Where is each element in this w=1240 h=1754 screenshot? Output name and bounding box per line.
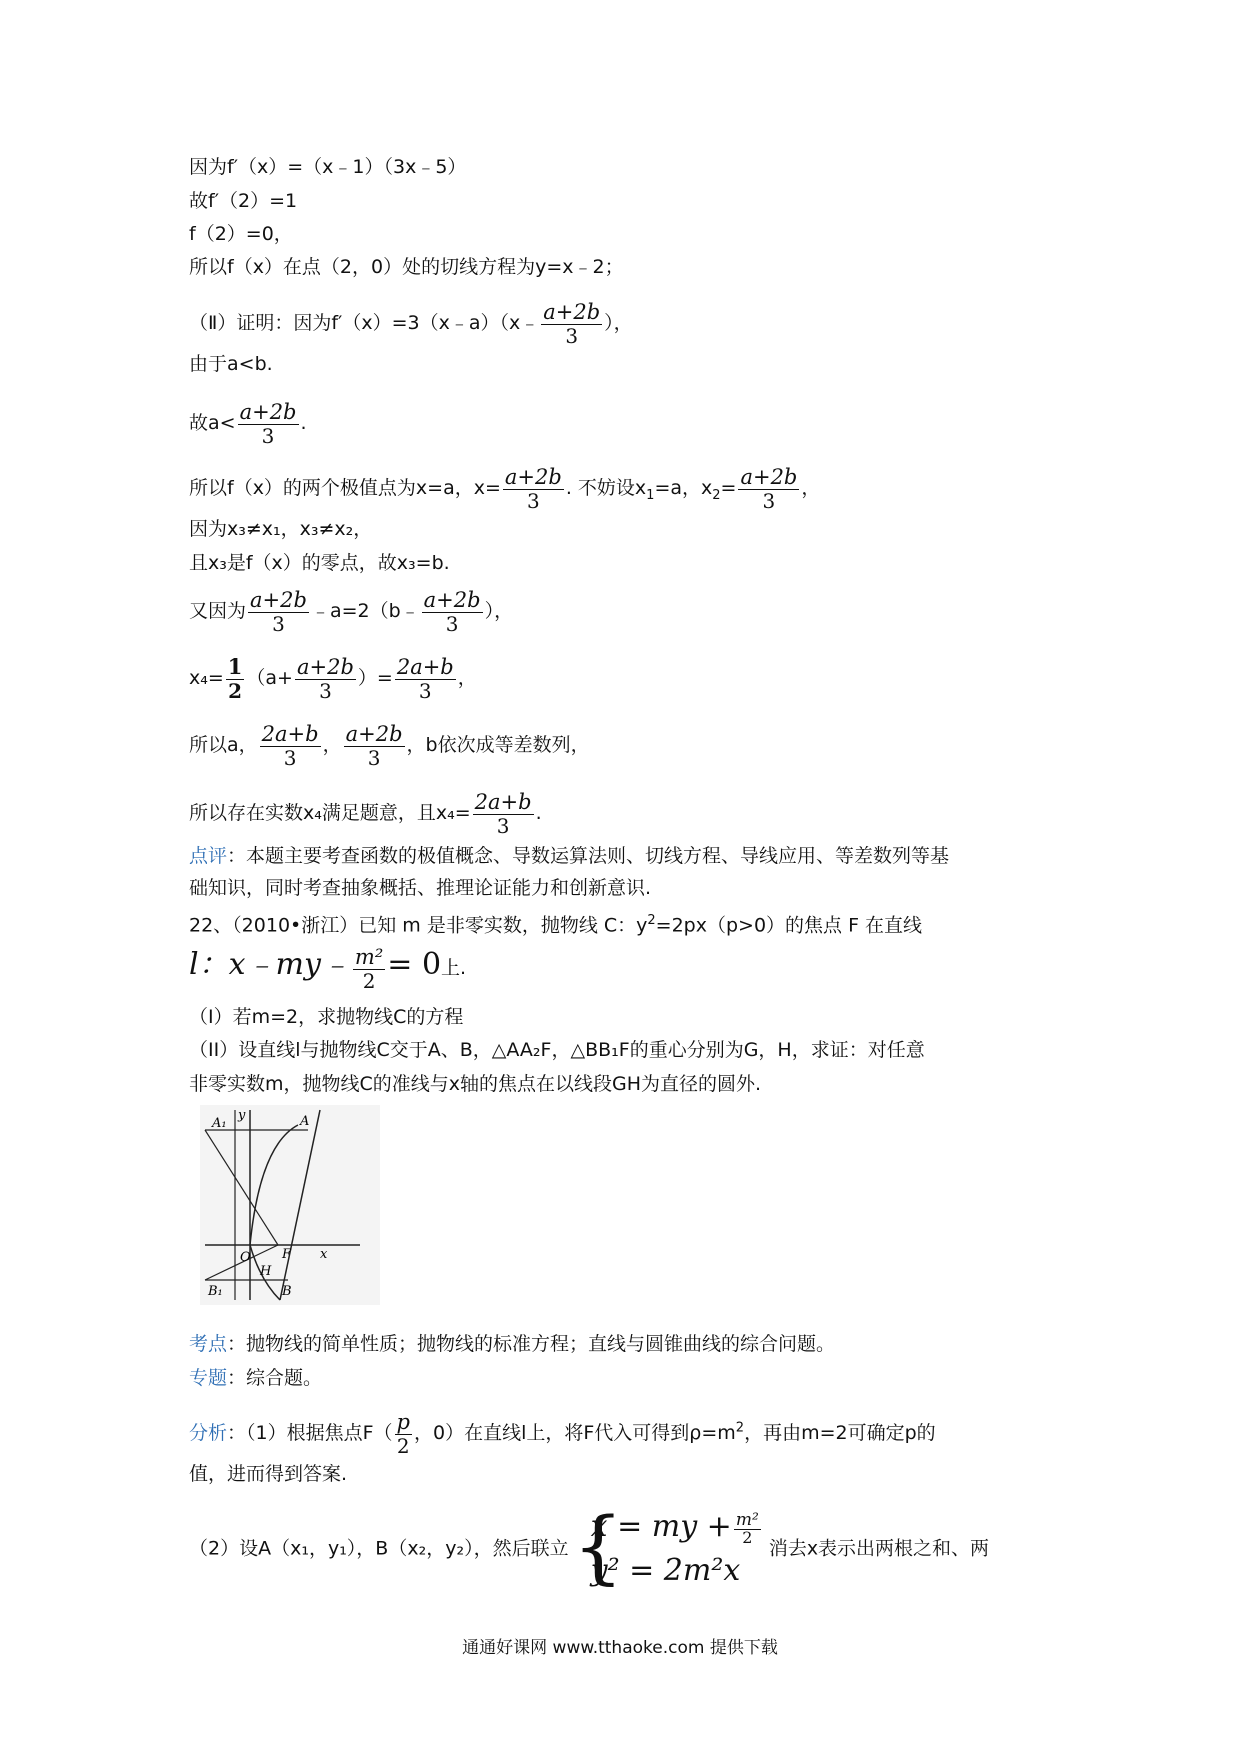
fraction: $\frac{a+2b}{3}$ xyxy=(543,300,601,348)
line-2: 故f′（2）=1 xyxy=(189,190,298,212)
page-footer: 通通好课网 www.tthaoke.com 提供下载 xyxy=(462,1638,778,1658)
line-14: 所以存在实数x₄满足题意，且x₄= $\frac{2a+b}{3}$ . xyxy=(189,790,542,838)
label-h: H xyxy=(260,1264,272,1279)
comment-label: 点评 xyxy=(189,845,228,867)
fraction: $\frac{a+2b}{3}$ xyxy=(250,588,307,636)
question-22-part-ii-2: 非零实数m，抛物线C的准线与x轴的焦点在以线段GH为直径的圆外. xyxy=(189,1073,762,1095)
line-10: 且x₃是f（x）的零点，故x₃=b. xyxy=(189,552,450,574)
line-1: 因为f′（x）=（x﹣1）（3x﹣5） xyxy=(189,156,467,178)
label-b1: B₁ xyxy=(208,1284,223,1299)
question-22-part-i: （I）若m=2，求抛物线C的方程 xyxy=(189,1006,464,1028)
fraction: $\frac{a+2b}{3}$ xyxy=(740,465,798,513)
label-o: O xyxy=(240,1250,251,1265)
comment-line-2: 础知识，同时考查抽象概括、推理论证能力和创新意识. xyxy=(189,877,652,899)
line-11: 又因为 $\frac{a+2b}{3}$ ﹣a=2（b﹣ $\frac{a+2b}{3}$ ）， xyxy=(189,588,514,636)
label-x: x xyxy=(320,1247,328,1262)
line-3: f（2）=0， xyxy=(189,223,293,245)
parabola-figure xyxy=(200,1105,380,1305)
brace-icon: { xyxy=(572,1500,624,1593)
label-f: F xyxy=(282,1247,292,1262)
question-22-line-1: 22、（2010•浙江）已知 m 是非零实数，抛物线 C：$y^2=2px(p>0)$的焦点 F 在直线 xyxy=(189,913,923,937)
equation-system: { x = my + $\frac{\text{m²}}{2}$ y² = 2m²x xyxy=(575,1505,763,1593)
analysis-line-3: （2）设A（x₁，y₁），B（x₂，y₂），然后联立 { x = my + $\frac{\text{m²}}{2}$ y² = 2m²x 消去x表示出两根之和、两 xyxy=(189,1505,989,1593)
fraction: $\frac{2a+b}{3}$ xyxy=(474,790,532,838)
fraction: $\frac{1}{2}$ xyxy=(227,654,243,703)
fraction: $\frac{\text{m²}}{2}$ xyxy=(354,945,384,993)
knowledge-point-label: 考点 xyxy=(189,1333,228,1355)
fraction: $\frac{a+2b}{3}$ xyxy=(239,400,297,448)
label-b: B xyxy=(282,1284,292,1299)
label-a1: A₁ xyxy=(212,1116,227,1131)
comment-line-1: 点评：本题主要考查函数的极值概念、导数运算法则、切线方程、导线应用、等差数列等基 xyxy=(189,845,950,867)
analysis-line-2: 值，进而得到答案. xyxy=(189,1463,348,1485)
line-5: （Ⅱ）证明：因为f′（x）=3（x﹣a）（x﹣ $\frac{a+2b}{3}$ ）， xyxy=(189,300,633,348)
fraction: $\frac{a+2b}{3}$ xyxy=(296,655,354,703)
analysis-label: 分析 xyxy=(189,1422,228,1444)
line-4: 所以f（x）在点（2，0）处的切线方程为y=x﹣2； xyxy=(189,256,624,278)
fraction: $\frac{\text{m²}}{2}$ xyxy=(735,1509,759,1547)
knowledge-point-line: 考点：抛物线的简单性质；抛物线的标准方程；直线与圆锥曲线的综合问题。 xyxy=(189,1333,836,1355)
fraction: $\frac{a+2b}{3}$ xyxy=(345,722,403,770)
fraction: $\frac{a+2b}{3}$ xyxy=(423,588,481,636)
line-8: 所以f（x）的两个极值点为x=a，x= $\frac{a+2b}{3}$ . 不妨设$x_1=a$，$x_2=$ $\frac{a+2b}{3}$ ， xyxy=(189,465,821,513)
topic-line: 专题：综合题。 xyxy=(189,1367,323,1389)
label-y: y xyxy=(238,1108,246,1123)
line-12: x₄= $\frac{1}{2}$ （a+ $\frac{a+2b}{3}$ ）= $\frac{2a+b}{3}$ ， xyxy=(189,654,477,703)
fraction: $\frac{a+2b}{3}$ xyxy=(504,465,562,513)
label-a: A xyxy=(300,1114,310,1129)
line-13: 所以a， $\frac{2a+b}{3}$ ， $\frac{a+2b}{3}$ ，b依次成等差数列， xyxy=(189,722,590,770)
line-9: 因为x₃≠x₁，x₃≠x₂， xyxy=(189,518,373,540)
question-22-part-ii-1: （II）设直线l与抛物线C交于A、B，△AA₂F，△BB₁F的重心分别为G，H，求证：对任意 xyxy=(189,1039,925,1061)
fraction: $\frac{2a+b}{3}$ xyxy=(261,722,319,770)
question-22-line-2: l：x﹣my﹣ $\frac{\text{m²}}{2}$ = 0上. xyxy=(189,945,467,993)
analysis-line-1: 分析：（1）根据焦点F（ $\frac{p}{2}$ ，0）在直线l上，将F代入可得到$\rho=m^2$，再由m=2可确定p的 xyxy=(189,1410,936,1458)
fraction: $\frac{p}{2}$ xyxy=(396,1410,410,1458)
fraction: $\frac{2a+b}{3}$ xyxy=(396,655,454,703)
line-6: 由于a<b. xyxy=(189,353,273,375)
topic-label: 专题 xyxy=(189,1367,228,1389)
line-7: 故a< $\frac{a+2b}{3}$ . xyxy=(189,400,307,448)
